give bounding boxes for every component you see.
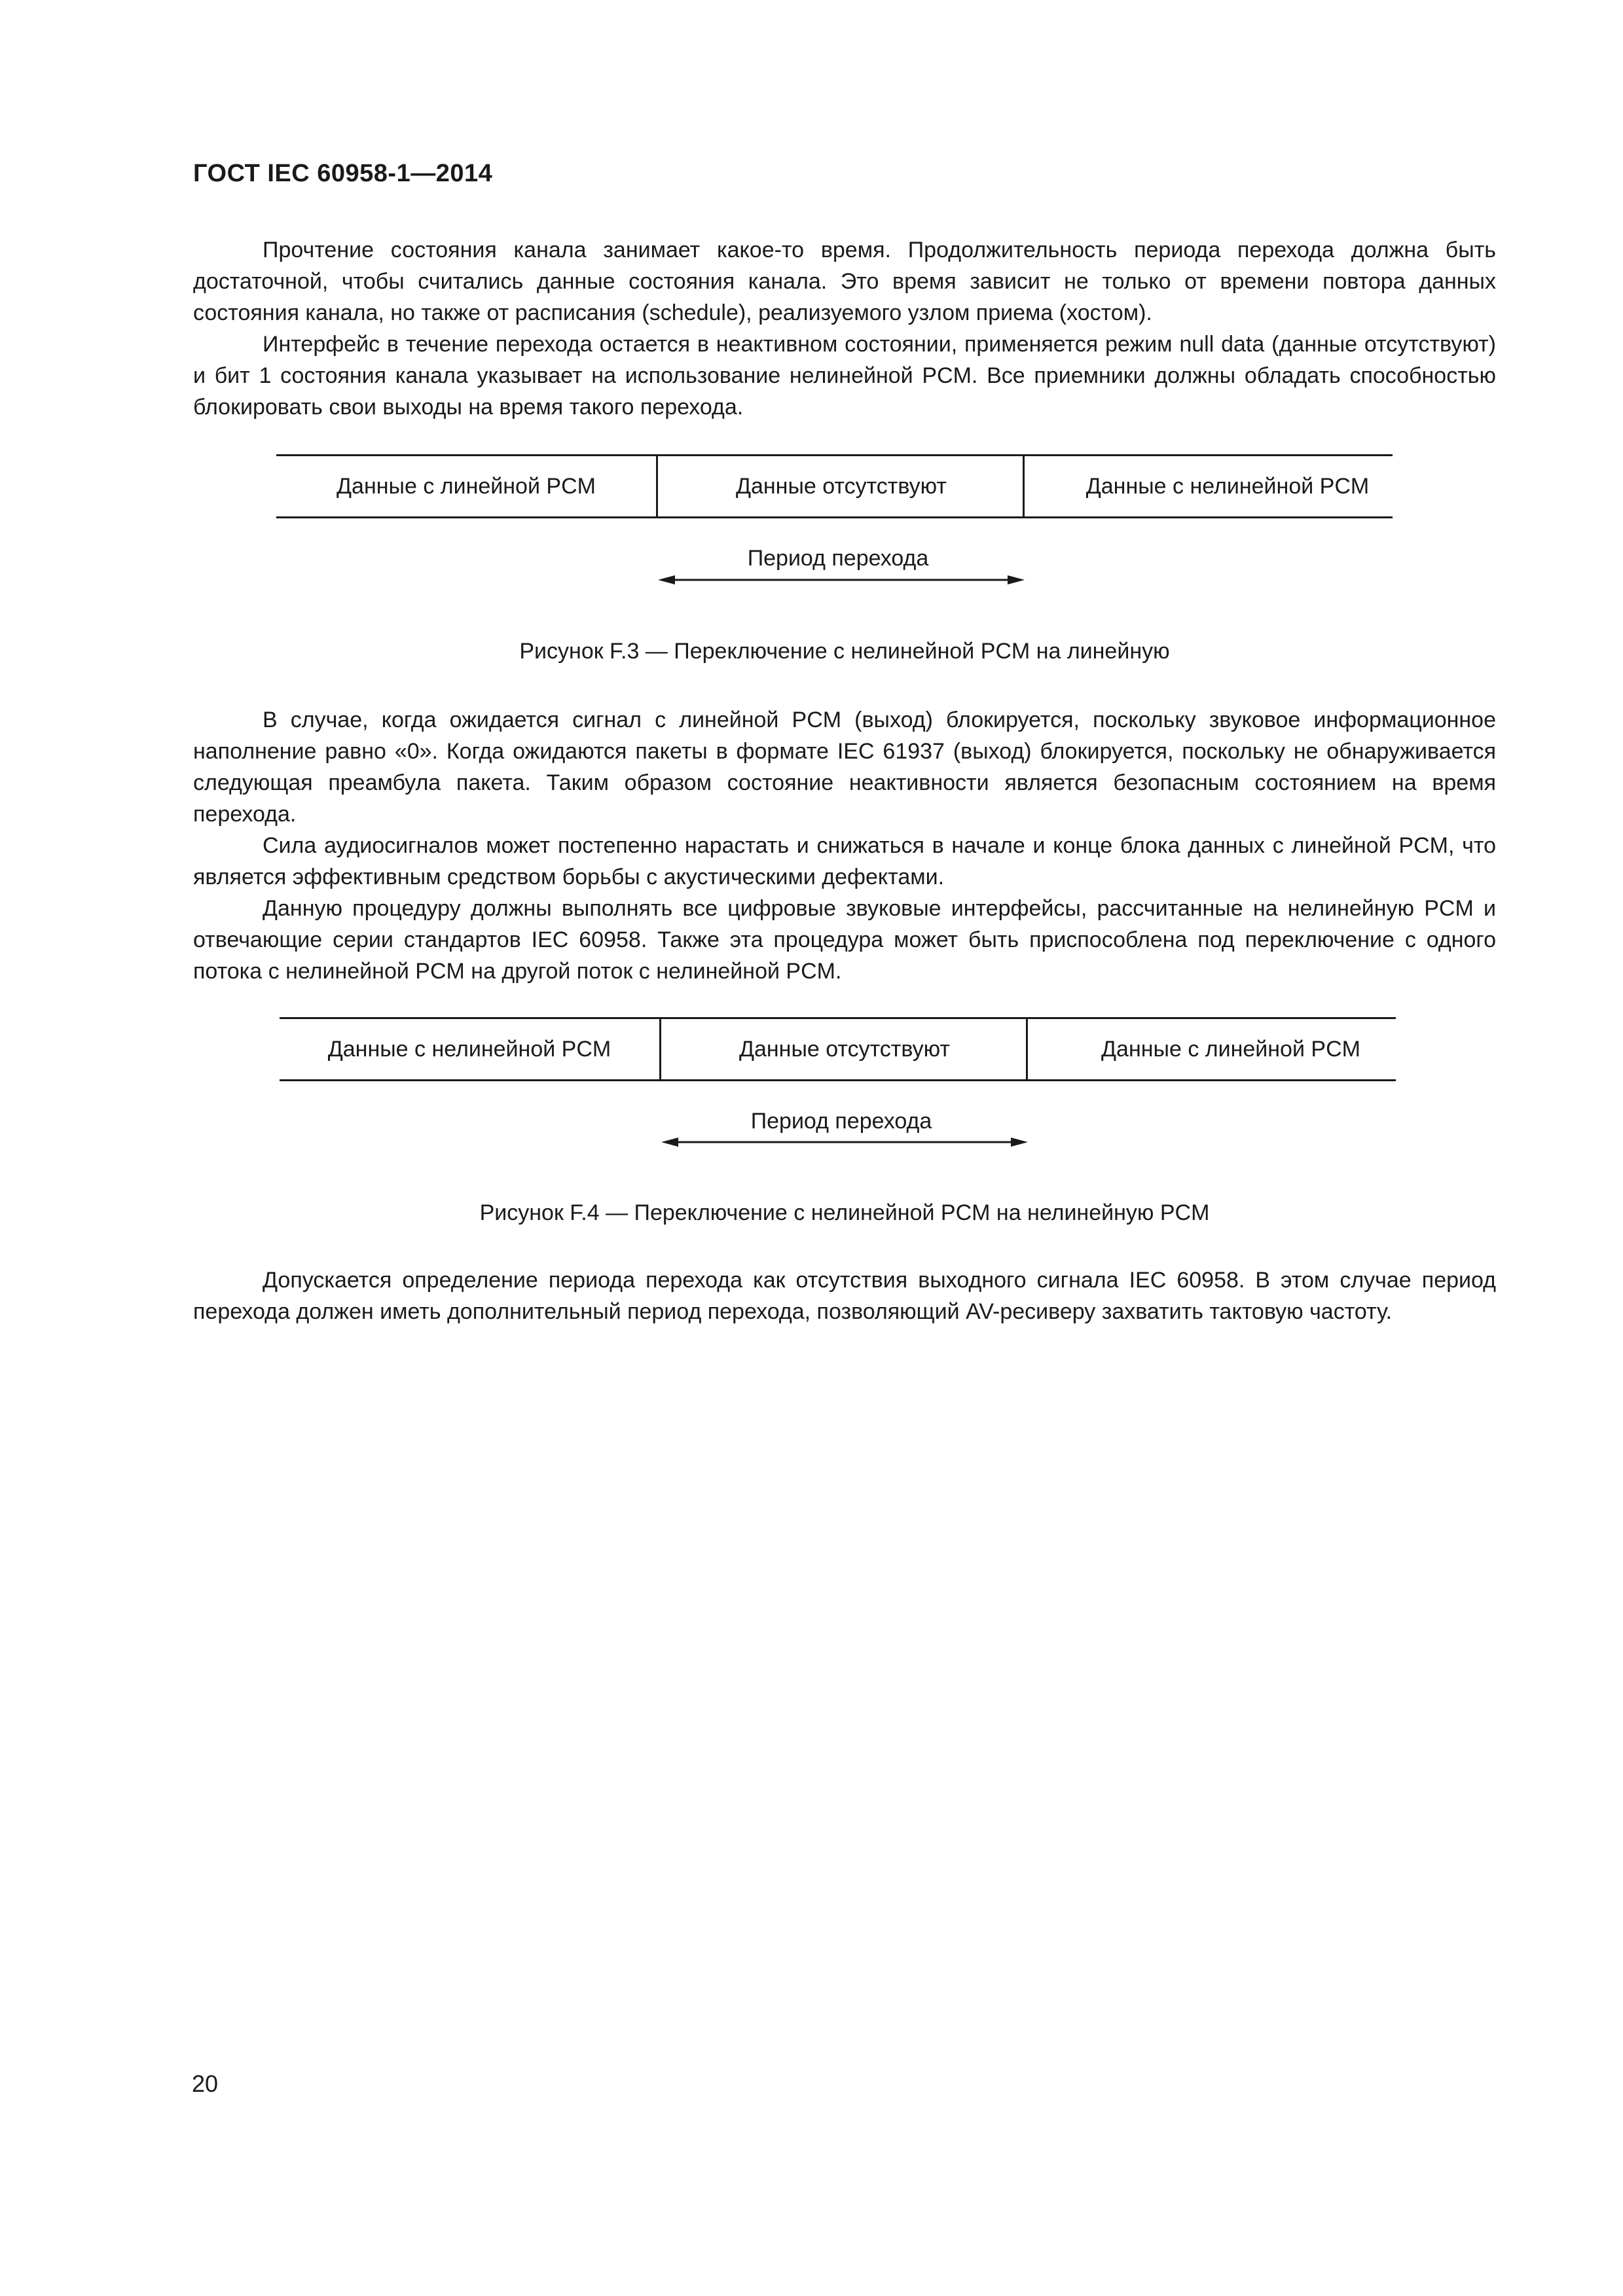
- figure-f4-double-arrow-icon: [661, 1134, 1028, 1150]
- figure-f4-cell-linear: Данные с линейной PCM: [1026, 1019, 1434, 1079]
- paragraph-interface-inactive: Интерфейс в течение перехода остается в неактивном состоянии, применяется режим null data (данные отсутствуют) и бит 1 состояния канала указывает на использование нелинейной PCM. Все приемники должны обладать способностью блокировать свои выходы на время такого перехода.: [193, 332, 1496, 420]
- figure-f3-diagram: [276, 454, 1393, 518]
- figure-f3-cell-nonlinear: Данные с нелинейной PCM: [1023, 456, 1431, 516]
- figure-f3-cell-no-data: Данные отсутствуют: [656, 456, 1025, 516]
- figure-f4-cell-nonlinear: Данные с нелинейной PCM: [327, 1036, 611, 1062]
- figure-f4-caption: Рисунок F.4 — Переключение с нелинейной PCM на нелинейную PCM: [479, 1200, 1210, 1225]
- document-header: ГОСТ IEC 60958-1—2014: [193, 160, 493, 187]
- page-number: 20: [192, 2070, 219, 2097]
- figure-f3-caption: Рисунок F.3 — Переключение с нелинейной PCM на линейную: [519, 639, 1170, 664]
- paragraph-transition-definition: Допускается определение периода перехода как отсутствия выходного сигнала IEC 60958. В этом случае период перехода должен иметь дополнительный период перехода, позволяющий AV-ресиверу захватить тактовую частоту.: [193, 1268, 1496, 1324]
- figure-f3-cell-linear: Данные с линейной PCM: [337, 473, 596, 499]
- figure-f3-double-arrow-icon: [658, 572, 1025, 588]
- figure-f3-period-label: Период перехода: [747, 546, 929, 571]
- figure-f4-diagram: [280, 1017, 1396, 1081]
- paragraph-audio-fade: Сила аудиосигналов может постепенно нарастать и снижаться в начале и конце блока данных с линейной PCM, что является эффективным средством борьбы с акустическими дефектами.: [193, 833, 1496, 889]
- figure-f4-cell-no-data: Данные отсутствуют: [659, 1019, 1028, 1079]
- figure-f4-period-label: Период перехода: [750, 1109, 932, 1134]
- paragraph-linear-pcm-blocked: В случае, когда ожидается сигнал с линейной PCM (выход) блокируется, поскольку звуковое информационное наполнение равно «0». Когда ожидаются пакеты в формате IEC 61937 (выход) блокируется, поскольку не обнаруживается следующая преамбула пакета. Таким образом состояние неактивности является безопасным состоянием на время перехода.: [193, 708, 1496, 827]
- paragraph-procedure: Данную процедуру должны выполнять все цифровые звуковые интерфейсы, рассчитанные на нелинейную PCM и отвечающие серии стандартов IEC 60958. Также эта процедура может быть приспособлена под переключение с одного потока с нелинейной PCM на другой поток с нелинейной PCM.: [193, 896, 1496, 984]
- paragraph-channel-status-reading: Прочтение состояния канала занимает какое-то время. Продолжительность периода перехода должна быть достаточной, чтобы считались данные состояния канала. Это время зависит не только от времени повтора данных состояния канала, но также от расписания (schedule), реализуемого узлом приема (хостом).: [193, 238, 1496, 325]
